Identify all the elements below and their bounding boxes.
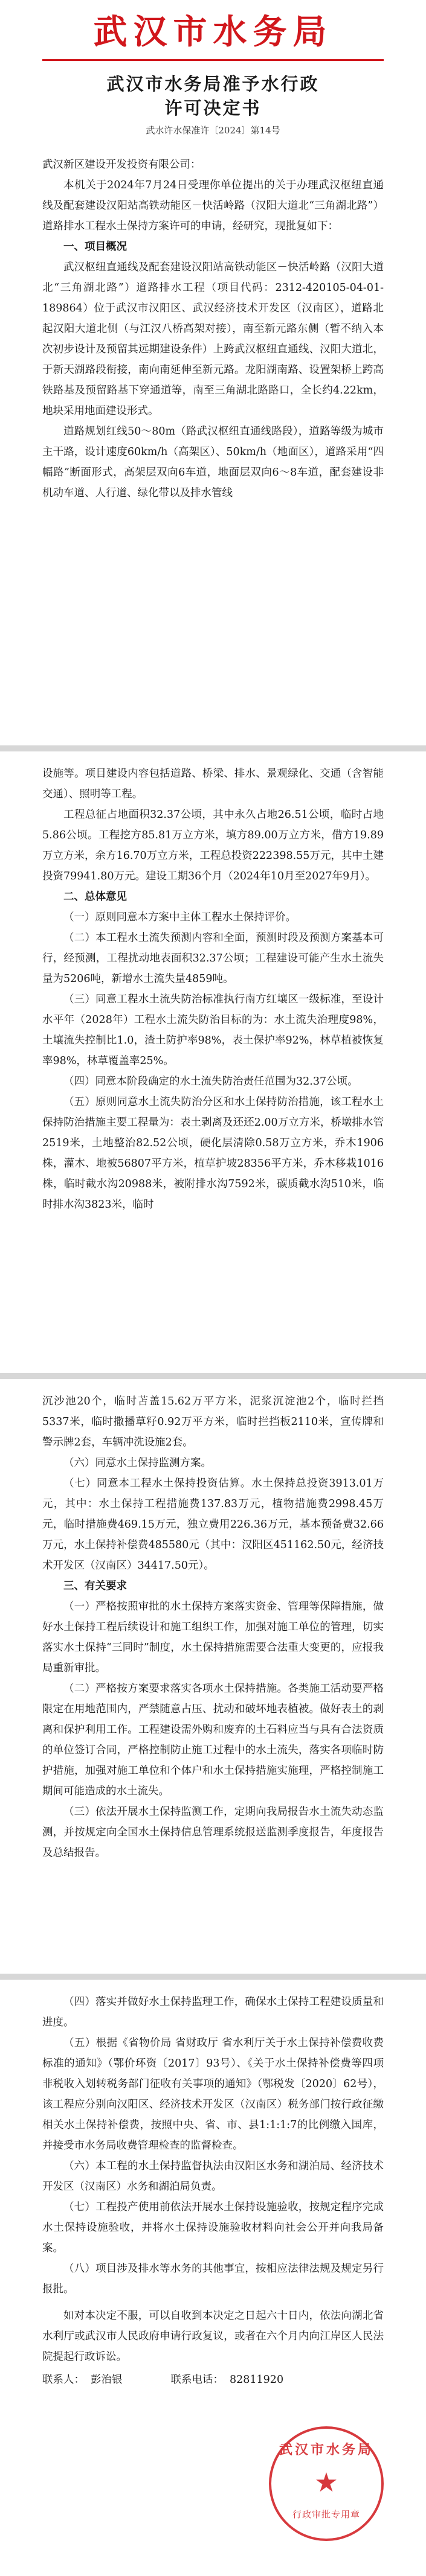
contact-person-value: 彭治银 bbox=[91, 2374, 123, 2386]
page-gap bbox=[0, 1974, 426, 1980]
section-heading-1: 一、项目概况 bbox=[63, 241, 127, 253]
doc-title-line1: 武汉市水务局准予水行政 bbox=[106, 74, 320, 94]
paragraph: （八）项目涉及排水等水务的其他事宜，按相应法律法规及规定另行报批。 bbox=[42, 2263, 384, 2295]
paragraph: （四）同意本阶段确定的水土流失防治责任范围为32.37公顷。 bbox=[63, 1076, 358, 1088]
paragraph: （二）本工程水土流失预测内容和全面，预测时段及预测方案基本可行，经预测，工程扰动地表面积32.37公顷；工程建设可能产生水土流失量为5206吨，新增水土流失量4859吨。 bbox=[42, 932, 384, 985]
addressee: 武汉新区建设开发投资有限公司： bbox=[42, 159, 201, 171]
contact-person-label: 联系人： bbox=[42, 2374, 85, 2386]
masthead: 武汉市水务局 bbox=[93, 12, 333, 52]
seal-bottom-text: 行政审批专用章 bbox=[292, 2509, 360, 2520]
contact-phone-label: 联系电话： bbox=[170, 2374, 224, 2386]
official-seal bbox=[269, 2426, 384, 2541]
page-gap bbox=[0, 1373, 426, 1379]
seal-star-icon: ★ bbox=[314, 2467, 338, 2498]
contact-phone-value: 82811920 bbox=[230, 2374, 284, 2386]
paragraph: （六）同意水土保持监测方案。 bbox=[63, 1457, 211, 1469]
page-1 bbox=[0, 0, 426, 745]
paragraph: （一）原则同意本方案中主体工程水土保持评价。 bbox=[63, 911, 296, 923]
page-2 bbox=[0, 751, 426, 1373]
paragraph: 沉沙池20个，临时苫盖15.62万平方米，泥浆沉淀池2个，临时拦挡5337米，临时撒播草籽0.92万平方米，临时拦挡板2110米，宣传牌和警示牌2套，车辆冲洗设施2套。 bbox=[42, 1395, 384, 1449]
masthead-rule bbox=[42, 59, 384, 61]
paragraph: 道路规划红线50～80m（路武汉枢纽直通线路段），道路等级为城市主干路，设计速度60km/h（高架区）、50km/h（地面区），道路采用“四幅路”断面形式，高架层双向6车道，地面层双向6～8车道，配套建设非机动车道、人行道、绿化带以及排水管线 bbox=[42, 426, 384, 499]
paragraph: （七）工程投产使用前依法开展水土保持设施验收，按规定程序完成水土保持设施验收，并将水土保持设施验收材料向社会公开并向我局备案。 bbox=[42, 2201, 384, 2254]
paragraph: （三）依法开展水土保持监测工作，定期向我局报告水土流失动态监测，并按规定向全国水土保持信息管理系统报送监测季度报告，年度报告及总结报告。 bbox=[42, 1806, 384, 1859]
contact-phone bbox=[171, 2370, 284, 2390]
paragraph: （七）同意本工程水土保持投资估算。水土保持总投资3913.01万元，其中：水土保持工程措施费137.83万元，植物措施费2998.45万元，临时措施费469.15万元，独立费用226.36万元，基本预备费32.66万元，水土保持补偿费485580元（其中：汉阳区451162.50元，经济技术开发区（汉南区）34417.50元）。 bbox=[42, 1478, 384, 1572]
paragraph: （四）落实并做好水土保持监理工作，确保水土保持工程建设质量和进度。 bbox=[42, 1996, 384, 2029]
doc-title-line2: 许可决定书 bbox=[164, 98, 262, 118]
intro-paragraph: 本机关于2024年7月24日受理你单位提出的关于办理武汉枢纽直通线及配套建设汉阳站高铁动能区－快活岭路（汉阳大道北“三角湖北路”）道路排水工程水土保持方案许可的申请，经研究，现批复如下： bbox=[42, 179, 384, 232]
paragraph: （三）同意工程水土流失防治标准执行南方红壤区一级标准，至设计水平年（2028年）工程水土流失防治目标的为：水土流失治理度98%，土壤流失控制比1.0，渣土防护率98%，表土保护率92%，林草植被恢复率98%，林草覆盖率25%。 bbox=[42, 993, 384, 1067]
contact-info bbox=[42, 2370, 384, 2390]
paragraph: （五）根据《省物价局 省财政厅 省水利厅关于水土保持补偿费收费标准的通知》（鄂价环资〔2017〕93号）、《关于水土保持补偿费等四项非税收入划转税务部门征收有关事项的通知》（鄂税发〔2020〕62号），该工程应分别向汉阳区、经济技术开发区（汉南区）税务部门按行政征缴相关水土保持补偿费，按照中央、省、市、县1:1:1:7的比例缴入国库，并接受市水务局收费管理检查的监督检查。 bbox=[42, 2037, 384, 2152]
paragraph: （六）本工程的水土保持监督执法由汉阳区水务和湖泊局、经济技术开发区（汉南区）水务和湖泊局负责。 bbox=[42, 2160, 384, 2193]
page-3 bbox=[0, 1379, 426, 1974]
paragraph: （五）原则同意水土流失防治分区和水土保持防治措施，该工程水土保持防治措施主要工程量为：表土剥离及还还2.00万立方米，桥墩排水管2519米，土地整治82.52公顷，硬化层清除0.58万立方米，乔木1906株，灌木、地被56807平方米，植草护坡28356平方米，乔木移栽1016株，临时截水沟20988米，被附排水沟7592米，碳质截水沟510米，临时排水沟3823米，临时 bbox=[42, 1096, 384, 1211]
section-heading-2: 二、总体意见 bbox=[63, 891, 127, 903]
page-4 bbox=[0, 1980, 426, 2576]
paragraph: （一）严格按照审批的水土保持方案落实资金、管理等保障措施，做好水土保持工程后续设计和施工组织工作，加强对施工单位的管理，切实落实水土保持“三同时”制度，水土保持措施需要合法重大变更的，应报我局重新审批。 bbox=[42, 1601, 384, 1674]
seal-top-text: 武汉市水务局 bbox=[279, 2442, 373, 2458]
paragraph: （二）严格按方案要求落实各项水土保持措施。各类施工活动要严格限定在用地范围内，严禁随意占压、扰动和破坏地表植被。做好表土的剥离和保护利用工作。工程建设需外购和废弃的土石料应当与具有合法资质的单位签订合同，严格控制防止施工过程中的水土流失，落实各项临时防护措施，加强对施工单位和个体户和水土保持措施实施理，严格控制施工期间可能造成的水土流失。 bbox=[42, 1683, 384, 1797]
section-heading-3: 三、有关要求 bbox=[63, 1580, 127, 1592]
paragraph: 工程总征占地面积32.37公顷，其中永久占地26.51公顷，临时占地5.86公顷。工程挖方85.81万立方米，填方89.00万立方米，借方19.89万立方米，余方16.70万立方米，工程总投资222398.55万元，其中土建投资79941.80万元。建设工期36个月（2024年10月至2027年9月）。 bbox=[42, 809, 384, 882]
paragraph: 如对本决定不服，可以自收到本决定之日起六十日内，依法向湖北省水利厅或武汉市人民政府申请行政复议，或者在六个月内向江岸区人民法院提起行政诉讼。 bbox=[42, 2310, 384, 2363]
paragraph: 设施等。项目建设内容包括道路、桥梁、排水、景观绿化、交通（含智能交通）、照明等工程。 bbox=[42, 768, 384, 800]
contact-person bbox=[42, 2370, 123, 2390]
page-gap bbox=[0, 745, 426, 751]
paragraph: 武汉枢纽直通线及配套建设汉阳站高铁动能区－快活岭路（汉阳大道北“三角湖北路”）道路排水工程（项目代码：2312-420105-04-01-189864）位于武汉市汉阳区、武汉经济技术开发区（汉南区），道路北起汉阳大道北侧（与江汉八桥高架对接），南至新元路东侧（暂不纳入本次初步设计及预留其远期建设条件）上跨武汉枢纽直通线、汉阳大道北，于新天湖路段衔接，南向南延伸至新元路。龙阳湖南路、设置架桥上跨高铁路基及预留路基下穿通道等，南至三角湖北路路口，全长约4.22km，地块采用地面建设形式。 bbox=[42, 261, 384, 417]
document-number: 武水许水保准许〔2024〕第14号 bbox=[146, 125, 280, 136]
